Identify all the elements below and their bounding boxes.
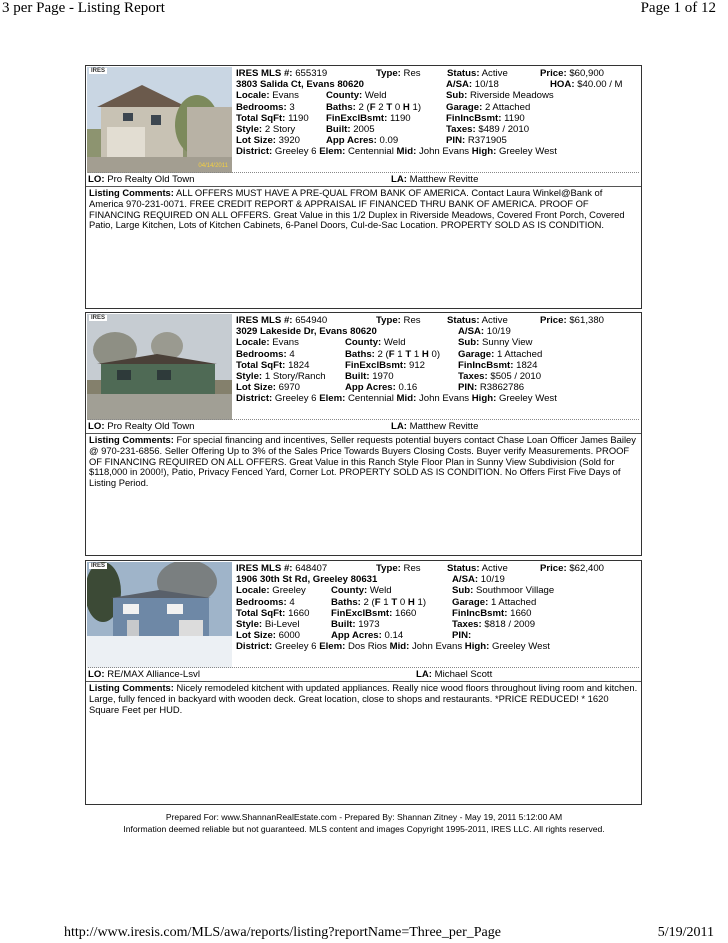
listing-card: IRES IRES MLS #: 648407 Type: Res Status: Active Price: $62,400 1906 30th St Rd, Greeley 80631 A/SA: 10/19 Locale: Greeley County: Weld Sub: Southmoor Village Bedrooms: 4 Baths: 2 (F 1 T 0 H 1) Garage: 1 Attached Total SqFt: 1660 FinExclBsmt: 1660 FinIncBsmt: 1660 Style: Bi-Level Built: 1973 Taxes: $818 / 2009 Lot Size: 6000 App Acres: 0.14 PIN: District: Greeley 6 Elem: Dos Rios Mid: John Evans High: Greeley West LO: RE/MAX Alliance-Lsvl LA: Michael Scott Listing Comments: Nicely remodeled kitchent with updated appliances. Really nice wood floors throughout living room and kitchen. Large, fully fenced in backyard with wooden deck. Great location, close to shops and restaurants. *PRICE REDUCED! * 1620 Square Feet per HUD.	[85, 560, 642, 805]
address: 3803 Salida Ct, Evans 80620	[236, 79, 364, 91]
price: $61,380	[569, 315, 605, 326]
listing-comments: Listing Comments: ALL OFFERS MUST HAVE A PRE-QUAL FROM BANK OF AMERICA. Contact Laura Winkel@Bank of America 970-231-0071. FREE CREDIT REPORT & APPRAISAL IF FINANCED THRU BANK OF AMERICA. PROOF OF FINANCING REQUIRED ON ALL OFFERS. Great Value in this 1/2 Duplex in Riverside Meadows, Covered Front Porch, Covered Patio, Large Kitchen, Lots of Kitchen Cabinets, 6-Panel Doors, Cul-de-Sac Location. PROPERTY SOLD AS IS CONDITION.	[89, 187, 625, 231]
listing-comments: Listing Comments: Nicely remodeled kitchent with updated appliances. Really nice wood floors throughout living room and kitchen. Large, fully fenced in backyard with wooden deck. Great location, close to shops and restaurants. *PRICE REDUCED! * 1620 Square Feet per HUD.	[89, 682, 638, 715]
mls-number: 648407	[295, 563, 328, 574]
listing-office: Pro Realty Old Town	[107, 174, 195, 185]
agent-row: LO: Pro Realty Old Town LA: Matthew Revitte	[88, 421, 479, 432]
address: 3029 Lakeside Dr, Evans 80620	[236, 326, 377, 338]
property-photo	[87, 314, 232, 420]
photo-date-stamp: 04/14/2011	[198, 163, 228, 169]
listing-agent: Matthew Revitte	[409, 421, 479, 432]
disclaimer: Information deemed reliable but not guaranteed. MLS content and images Copyright 1995-2011, IRES LLC. All rights reserved.	[123, 824, 605, 834]
listing-comments: Listing Comments: For special financing and incentives, Seller requests potential buyers contact Chase Loan Officer James Bailey @ 970-231-6856. Seller Offering Up to 3% of the Sales Price Towards Buyers Closing Costs. Buyer verify Measurements. PROOF OF FINANCING REQUIRED ON ALL OFFERS. Great Value in this Ranch Style Floor Plan in Sunny View Subdivision (Sold for $118,000 in 2000!), Patio, Privacy Fenced Yard, Corner Lot. PROPERTY SOLD AS IS CONDITION. No Offers First Five Days of Listing Period.	[89, 434, 636, 489]
agent-row: LO: Pro Realty Old Town LA: Matthew Revitte	[88, 174, 479, 185]
property-photo	[87, 67, 232, 173]
page-url[interactable]: http://www.iresis.com/MLS/awa/reports/listing?reportName=Three_per_Page	[64, 925, 501, 940]
divider	[88, 667, 639, 668]
listing-agent: Michael Scott	[434, 669, 493, 680]
print-date: 5/19/2011	[657, 925, 714, 940]
divider	[88, 419, 639, 420]
listing-agent: Matthew Revitte	[409, 174, 479, 185]
listing-office: Pro Realty Old Town	[107, 421, 195, 432]
price: $62,400	[569, 563, 605, 574]
ires-logo: IRES	[91, 315, 106, 321]
property-photo	[87, 562, 232, 668]
agent-row: LO: RE/MAX Alliance-Lsvl LA: Michael Scott	[88, 669, 493, 680]
prepared-for: Prepared For: www.ShannanRealEstate.com - Prepared By: Shannan Zitney - May 19, 2011 5:12:00 AM	[165, 812, 563, 822]
price: $60,900	[569, 68, 605, 79]
listing-card: IRES IRES MLS #: 654940 Type: Res Status: Active Price: $61,380 3029 Lakeside Dr, Evans 80620 A/SA: 10/19 Locale: Evans County: Weld Sub: Sunny View Bedrooms: 4 Baths: 2 (F 1 T 1 H 0) Garage: 1 Attached Total SqFt: 1824 FinExclBsmt: 912 FinIncBsmt: 1824 Style: 1 Story/Ranch Built: 1970 Taxes: $505 / 2010 Lot Size: 6970 App Acres: 0.16 PIN: R3862786 District: Greeley 6 Elem: Centennial Mid: John Evans High: Greeley West LO: Pro Realty Old Town LA: Matthew Revitte Listing Comments: For special financing and incentives, Seller requests potential buyers contact Chase Loan Officer James Bailey @ 970-231-6856. Seller Offering Up to 3% of the Sales Price Towards Buyers Closing Costs. Buyer verify Measurements. PROOF OF FINANCING REQUIRED ON ALL OFFERS. Great Value in this Ranch Style Floor Plan in Sunny View Subdivision (Sold for $118,000 in 2000!), Patio, Privacy Fenced Yard, Corner Lot. PROPERTY SOLD AS IS CONDITION. No Offers First Five Days of Listing Period.	[85, 312, 642, 556]
mls-number: 654940	[295, 315, 328, 326]
listing-card: IRES 04/14/2011 IRES MLS #: 655319 Type: Res Status: Active Price: $60,900 3803 Salida Ct, Evans 80620 A/SA: 10/18 HOA: $40.00 / M Locale: Evans County: Weld Sub: Riverside Meadows Bedrooms: 3 Baths: 2 (F 2 T 0 H 1) Garage: 2 Attached Total SqFt: 1190 FinExclBsmt: 1190 FinIncBsmt: 1190 Style: 2 Story Built: 2005 Taxes: $489 / 2010 Lot Size: 3920 App Acres: 0.09 PIN: R371905 District: Greeley 6 Elem: Centennial Mid: John Evans High: Greeley West LO: Pro Realty Old Town LA: Matthew Revitte Listing Comments: ALL OFFERS MUST HAVE A PRE-QUAL FROM BANK OF AMERICA. Contact Laura Winkel@Bank of America 970-231-0071. FREE CREDIT REPORT & APPRAISAL IF FINANCED THRU BANK OF AMERICA. PROOF OF FINANCING REQUIRED ON ALL OFFERS. Great Value in this 1/2 Duplex in Riverside Meadows, Covered Front Porch, Covered Patio, Large Kitchen, Lots of Kitchen Cabinets, 6-Panel Doors, Cul-de-Sac Location. PROPERTY SOLD AS IS CONDITION.	[85, 65, 642, 309]
divider	[88, 172, 639, 173]
mls-number: 655319	[295, 68, 328, 79]
ires-logo: IRES	[91, 68, 106, 74]
listing-office: RE/MAX Alliance-Lsvl	[107, 669, 200, 680]
page-number: Page 1 of 12	[640, 0, 716, 16]
ires-logo: IRES	[91, 563, 106, 569]
report-title: 3 per Page - Listing Report	[2, 0, 165, 16]
address: 1906 30th St Rd, Greeley 80631	[236, 574, 378, 586]
